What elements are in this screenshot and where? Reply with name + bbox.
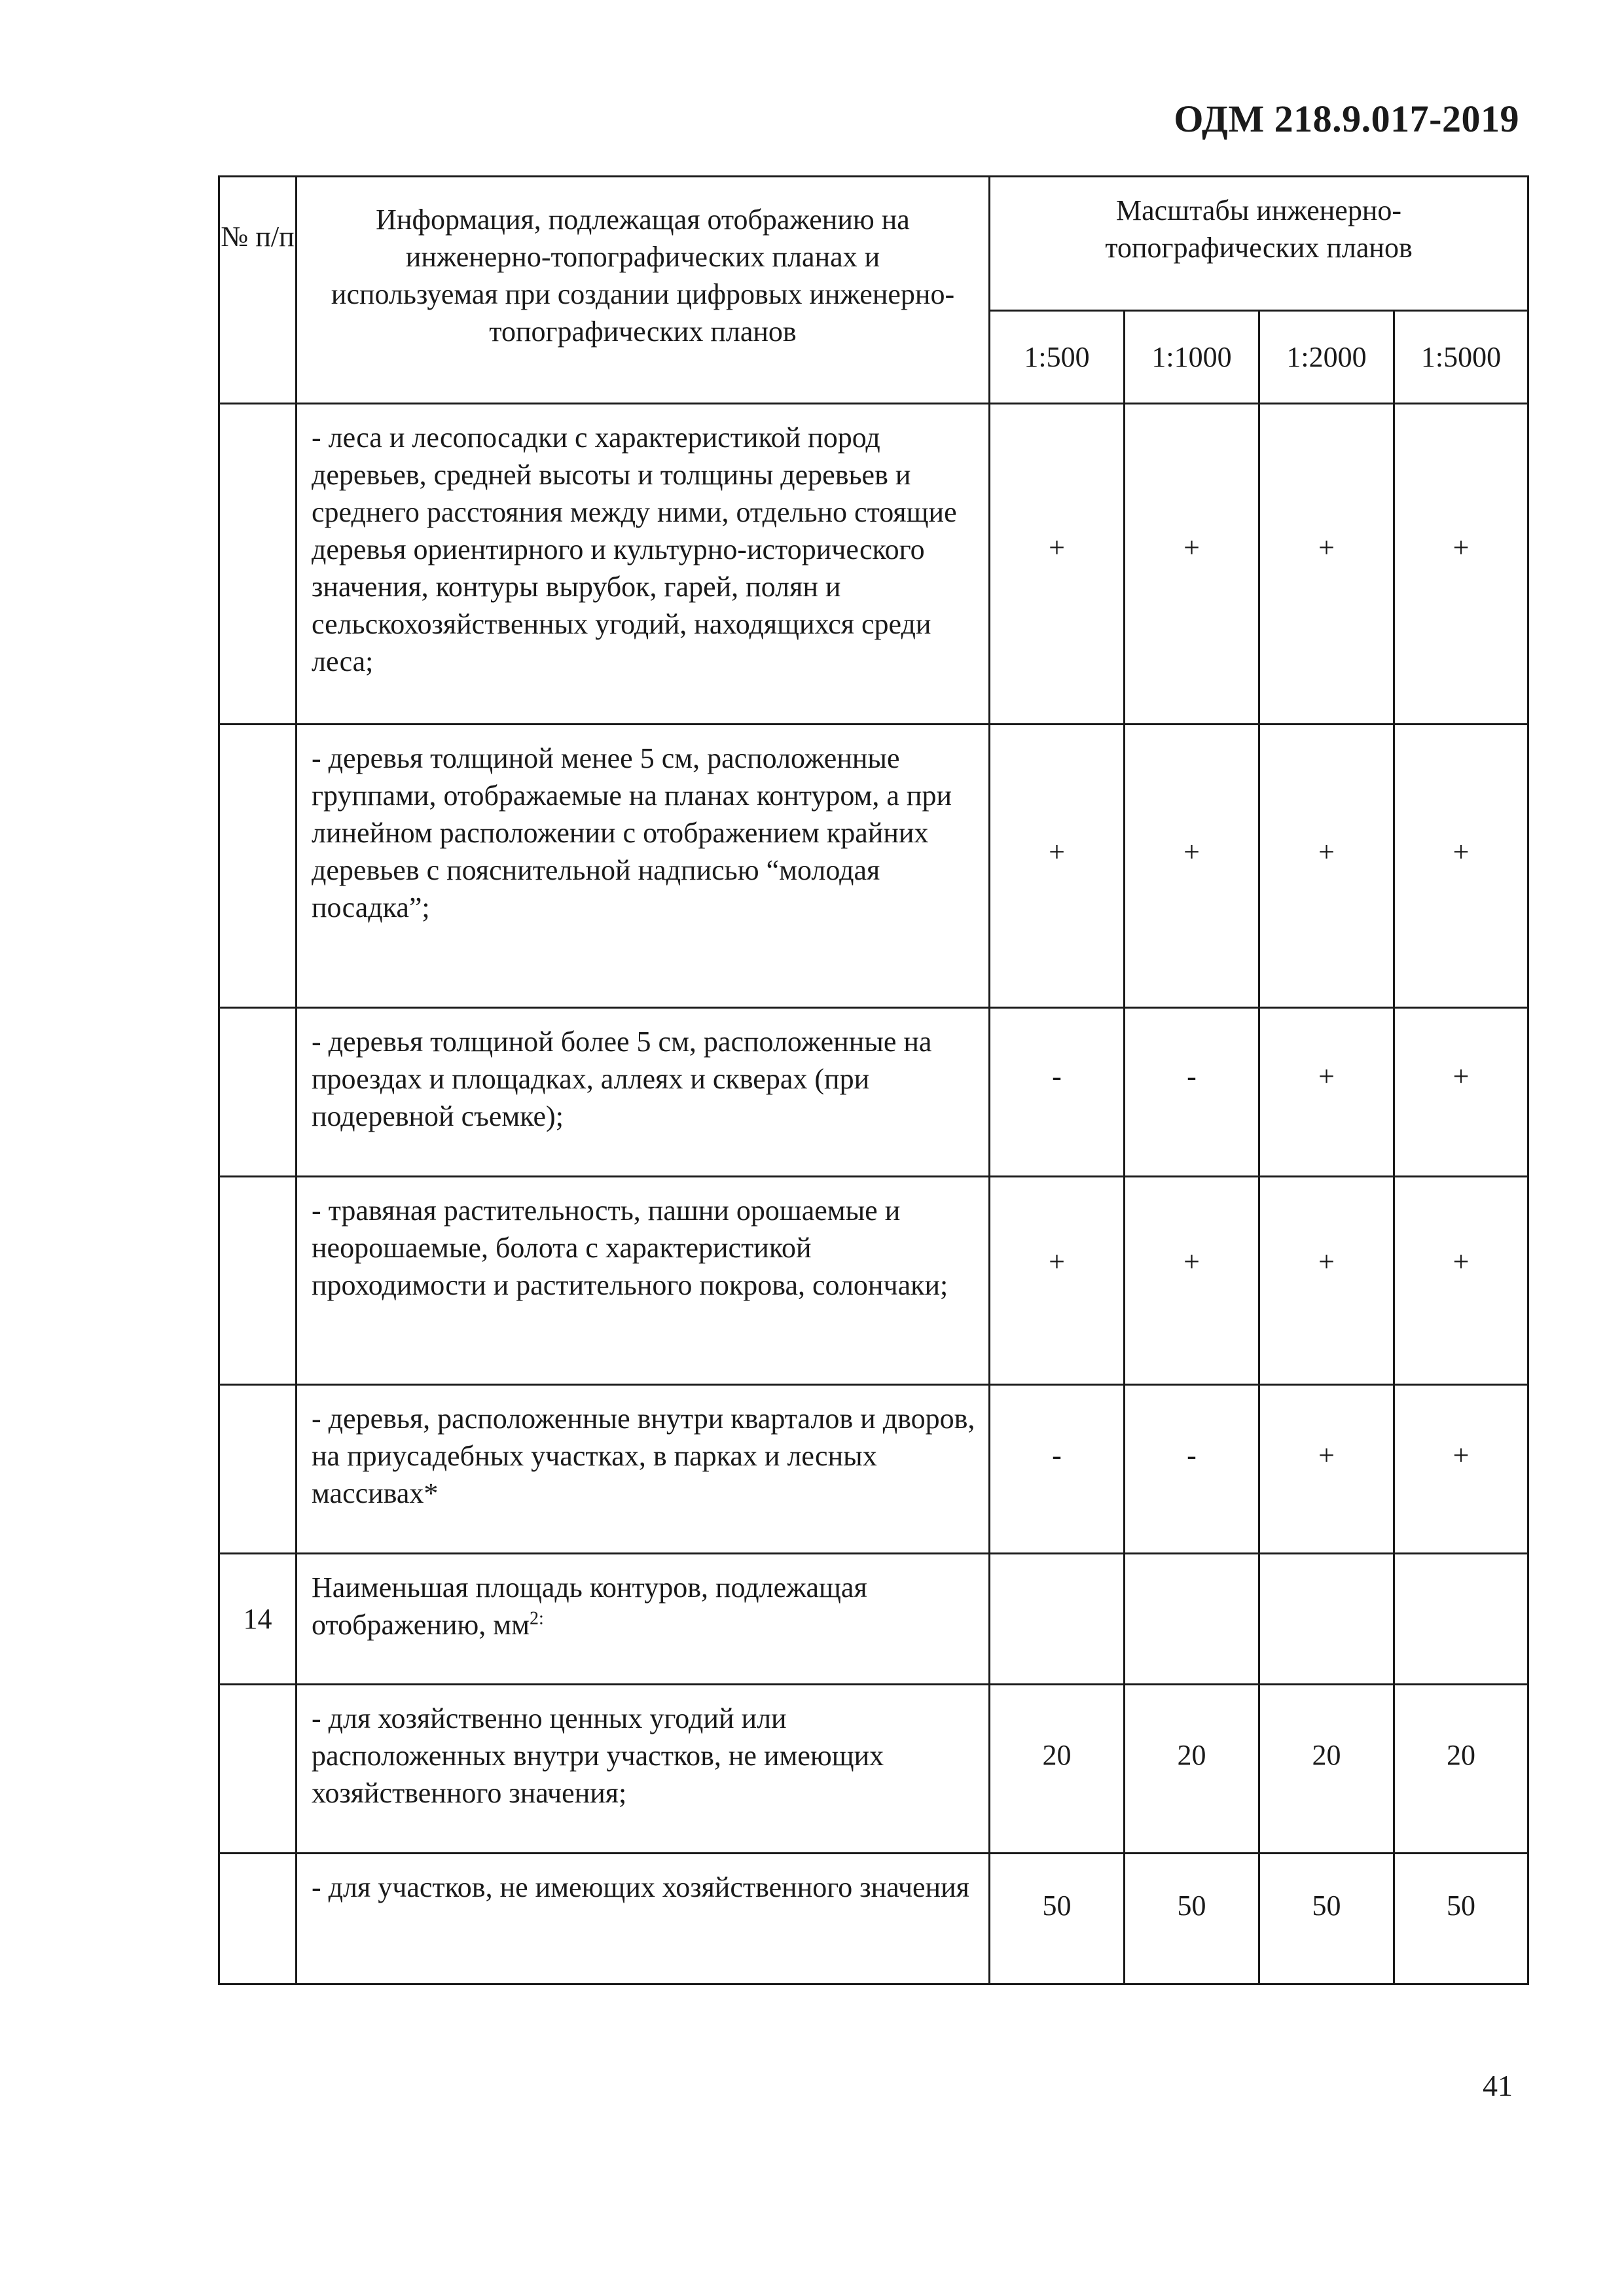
row-description: - леса и лесопосадки с характеристикой пород деревьев, средней высоты и толщины деревьев и среднего расстояния между ними, отдельно стоящие деревья ориентирного и культурно-исторического значения, контуры вырубок, гарей, полян и сельскохозяйственных угодий, находящихся среди леса;	[297, 404, 990, 725]
row-description: - деревья толщиной более 5 см, расположенные на проездах и площадках, аллеях и скверах (при подеревной съемке);	[297, 1008, 990, 1177]
row-value: +	[1125, 725, 1259, 1008]
row-value: 50	[1259, 1854, 1394, 1984]
table-row	[219, 725, 1528, 1008]
row-value: -	[990, 1008, 1125, 1177]
row-description	[297, 1554, 990, 1685]
table-row	[219, 1854, 1528, 1984]
row-value	[990, 1554, 1125, 1685]
table-row	[219, 1554, 1528, 1685]
row-value: +	[1259, 1177, 1394, 1385]
header-scales: Масштабы инженерно-топографических планов	[990, 177, 1528, 311]
row-value	[1394, 1554, 1528, 1685]
row-description: - для хозяйственно ценных угодий или расположенных внутри участков, не имеющих хозяйственного значения;	[297, 1685, 990, 1854]
row-value: +	[1394, 1177, 1528, 1385]
row-value: -	[1125, 1385, 1259, 1554]
row-number	[219, 1177, 297, 1385]
row-value: +	[990, 404, 1125, 725]
row-description: - травяная растительность, пашни орошаемые и неорошаемые, болота с характеристикой проходимости и растительного покрова, солончаки;	[297, 1177, 990, 1385]
row-description: - для участков, не имеющих хозяйственного значения	[297, 1854, 990, 1984]
table-row	[219, 1008, 1528, 1177]
row-description: - деревья, расположенные внутри кварталов и дворов, на приусадебных участках, в парках и лесных массивах*	[297, 1385, 990, 1554]
row-number: 14	[219, 1554, 297, 1685]
row-value: +	[1394, 725, 1528, 1008]
row-value: 50	[1125, 1854, 1259, 1984]
header-scale-2000: 1:2000	[1259, 311, 1394, 404]
row-value: +	[1259, 1385, 1394, 1554]
row-number	[219, 404, 297, 725]
row-value: +	[1394, 404, 1528, 725]
row-number	[219, 725, 297, 1008]
row-value: +	[1125, 404, 1259, 725]
row-value: +	[1394, 1008, 1528, 1177]
row-value	[1259, 1554, 1394, 1685]
row-value: -	[990, 1385, 1125, 1554]
row-value: 50	[1394, 1854, 1528, 1984]
row-description-text: Наименьшая площадь контуров, подлежащая отображению, мм	[312, 1571, 867, 1641]
row-value: +	[1259, 725, 1394, 1008]
row-value	[1125, 1554, 1259, 1685]
row-value: 20	[1394, 1685, 1528, 1854]
row-value: 50	[990, 1854, 1125, 1984]
row-description-superscript: 2:	[530, 1608, 544, 1629]
table-row	[219, 1385, 1528, 1554]
header-scale-500: 1:500	[990, 311, 1125, 404]
row-number	[219, 1685, 297, 1854]
row-number	[219, 1854, 297, 1984]
row-value: 20	[990, 1685, 1125, 1854]
header-info-column: Информация, подлежащая отображению на инженерно-топографических планах и используемая при создании цифровых инженерно-топографических планов	[297, 177, 990, 404]
row-value: 20	[1259, 1685, 1394, 1854]
row-value: +	[1125, 1177, 1259, 1385]
header-number-column: № п/п	[219, 177, 297, 404]
header-scale-1000: 1:1000	[1125, 311, 1259, 404]
row-value: +	[1259, 1008, 1394, 1177]
page-number: 41	[1483, 2069, 1513, 2102]
row-value: +	[1394, 1385, 1528, 1554]
table-row	[219, 1177, 1528, 1385]
row-number	[219, 1008, 297, 1177]
table-row	[219, 1685, 1528, 1854]
row-description: - деревья толщиной менее 5 см, расположенные группами, отображаемые на планах контуром, а при линейном расположении с отображением крайних деревьев с пояснительной надписью “молодая посадка”;	[297, 725, 990, 1008]
data-table	[218, 175, 1529, 1985]
row-value: +	[1259, 404, 1394, 725]
document-code: ОДМ 218.9.017-2019	[1174, 98, 1519, 140]
row-value: -	[1125, 1008, 1259, 1177]
table-row	[219, 404, 1528, 725]
header-scale-5000: 1:5000	[1394, 311, 1528, 404]
row-value: 20	[1125, 1685, 1259, 1854]
row-number	[219, 1385, 297, 1554]
row-value: +	[990, 1177, 1125, 1385]
row-value: +	[990, 725, 1125, 1008]
